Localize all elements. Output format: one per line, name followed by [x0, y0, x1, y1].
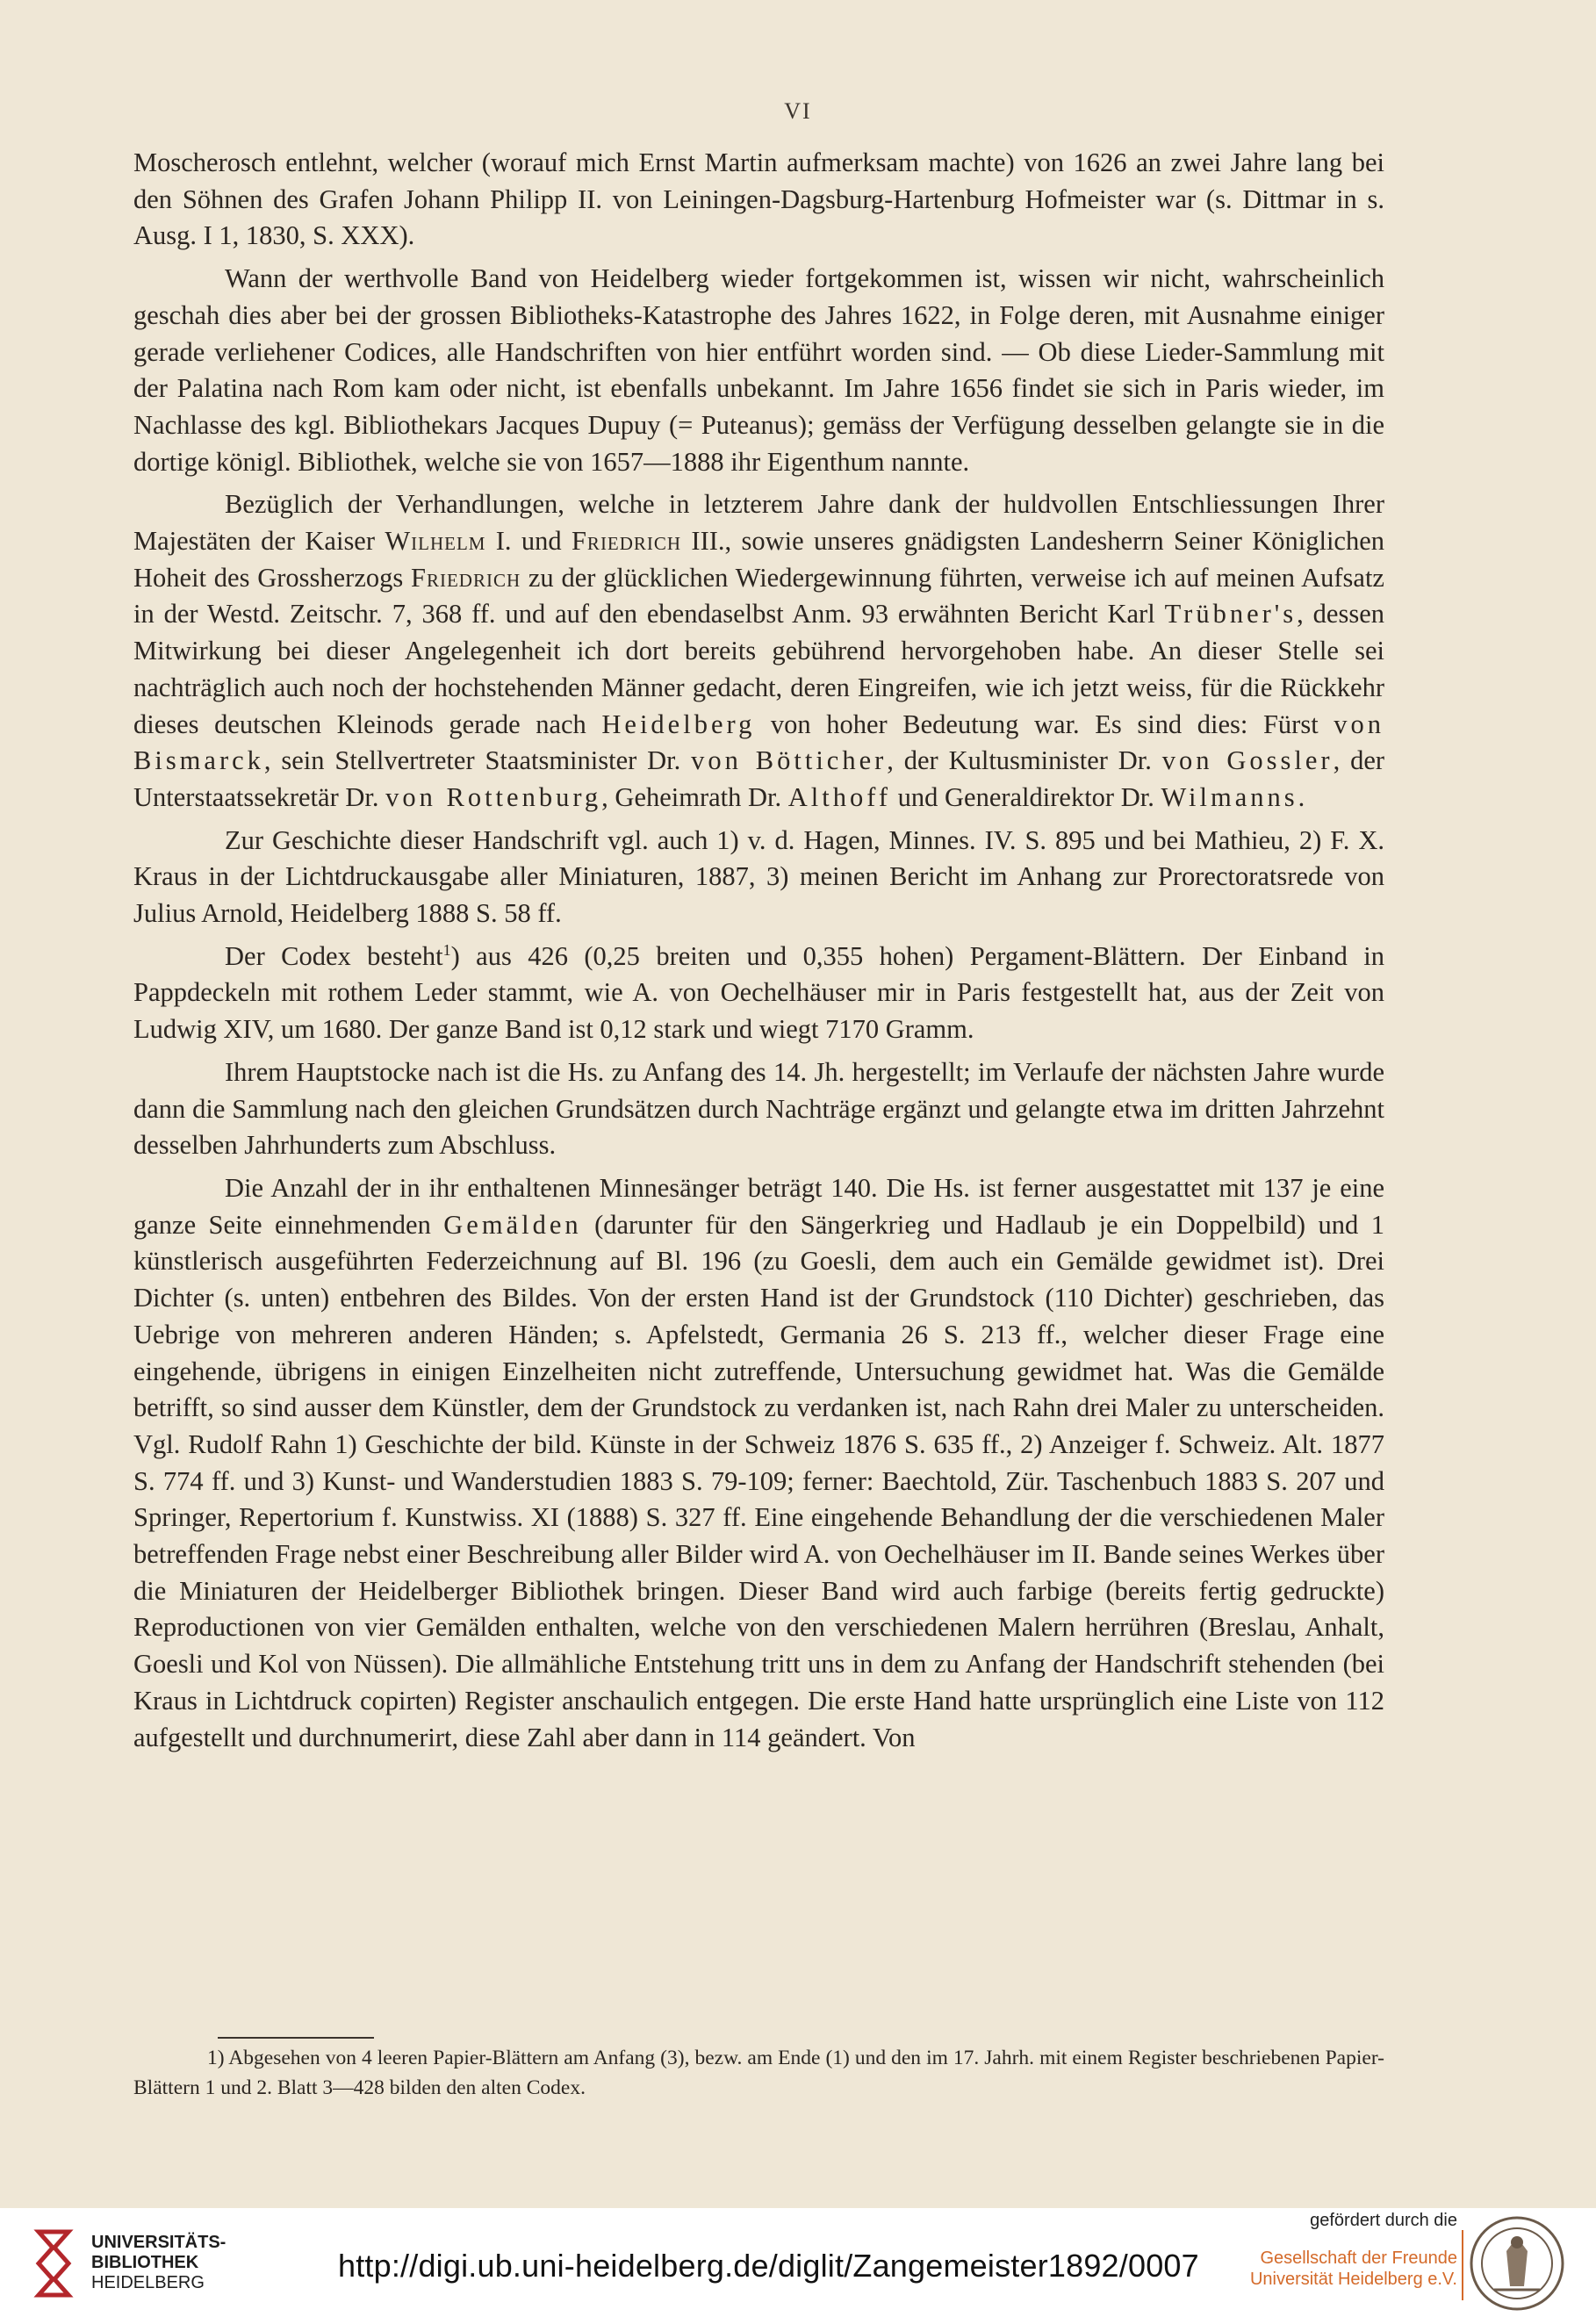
page-number: VI: [784, 98, 812, 124]
place-heidelberg: Heidelberg: [601, 709, 756, 739]
text-run: (darunter für den Sängerkrieg und Hadlaub je ein Doppelbild) und 1 künstlerisch ausgeführten Federzeichnung auf Bl. 196 (zu Goesli, dem auch ein Gemälde gewidmet ist). Drei Dichter (s. unten) entbehren des Bildes. Von der ersten Hand ist der Grundstock (110 Dichter) geschrieben, das Uebrige von mehreren anderen Händen; s. Apfelstedt, Germania 26 S. 213 ff., welcher dieser Frage eine eingehende, übrigens in einigen Einzelheiten nicht zutreffende, Untersuchung gewidmet hat. Was die Gemälde betrifft, so sind ausser dem Künstler, dem der Grundstock zu verdanken ist, nach Rahn drei Maler zu unterscheiden. Vgl. Rudolf Rahn 1) Geschichte der bild. Künste in der Schweiz 1876 S. 635 ff., 2) Anzeiger f. Schweiz. Alt. 1877 S. 774 ff. und 3) Kunst- und Wanderstudien 1883 S. 79-109; ferner: Baechtold, Zür. Taschenbuch 1883 S. 207 und Springer, Repertorium f. Kunstwiss. XI (1888) S. 327 ff. Eine eingehende Behandlung der die verschiedenen Maler betreffenden Frage nebst einer Beschreibung aller Bilder wird A. von Oechelhäuser im II. Bande seines Werkes über die Miniaturen der Heidelberger Bibliothek bringen. Dieser Band wird auch farbige (bereits fertig gedruckte) Reproductionen von vier Gemälden enthalten, welche von den verschiedenen Malern herrühren (Breslau, Anhalt, Goesli und Kol von Nüssen). Die allmähliche Entstehung tritt uns in dem zu Anfang der Handschrift stehenden (bei Kraus in Lichtdruck copirten) Register anschaulich entgegen. Die erste Hand hatte ursprünglich eine Liste von 112 aufgestellt und durchnumerirt, diese Zahl aber dann in 114 geändert. Von: [133, 1209, 1384, 1752]
text-run: III., sowie unseres gnädigsten Landesherrn Seiner Königlichen Hoheit des Grossherzogs: [133, 526, 1384, 593]
term-gemaelden: Gemälden: [443, 1209, 582, 1240]
name-boetticher: von Bötticher: [691, 745, 888, 776]
name-bismarck: von Bismarck: [133, 709, 1384, 776]
sponsor-name-line-2: Universität Heidelberg e.V.: [1249, 2270, 1457, 2289]
body-text: [133, 145, 1384, 1762]
text-run: und Generaldirektor Dr.: [891, 781, 1161, 812]
sponsor-name-line-1: Gesellschaft der Freunde: [1260, 2248, 1457, 2268]
sponsor-caption: gefördert durch die: [1310, 2211, 1457, 2230]
library-name[interactable]: [91, 2233, 226, 2293]
name-rottenburg: von Rottenburg: [385, 781, 602, 812]
text-run: Der Codex besteht: [225, 940, 443, 971]
paragraph-3: [133, 486, 1384, 816]
text-run: Bezüglich der Verhandlungen, welche in letzterem Jahre dank der huldvollen Entschliessungen Ihrer Majestäten der Kaiser: [133, 489, 1384, 557]
footnotes: [133, 2043, 1384, 2103]
name-althoff: Althoff: [787, 781, 892, 812]
text-run: , sein Stellvertreter Staatsminister Dr.: [263, 745, 692, 776]
paragraph-6: Ihrem Hauptstocke nach ist die Hs. zu Anfang des 14. Jh. hergestellt; im Verlaufe der nächsten Jahre wurde dann die Sammlung nach den gleichen Grundsätzen durch Nachträge ergänzt und gelangte etwa im dritten Jahrzehnt desselben Jahrhunderts zum Abschluss.: [133, 1056, 1384, 1161]
university-seal-icon: [1468, 2214, 1566, 2313]
paragraph-5: [133, 939, 1384, 1048]
library-name-line-1: UNIVERSITÄTS-: [91, 2233, 226, 2252]
text-run: zu der glücklichen Wiedergewinnung führten, verweise ich auf meinen Aufsatz in der Westd. Zeitschr. 7, 368 ff. und auf den ebendaselbst Anm. 93 erwähnten Bericht Karl: [133, 562, 1384, 630]
text-run: , der Kultusminister Dr.: [887, 745, 1162, 776]
text-run: I. und: [485, 526, 572, 557]
text-run: , Geheimrath Dr.: [601, 781, 788, 812]
name-grossherzog-friedrich: Friedrich: [410, 562, 521, 593]
text-run: von hoher Bedeutung war. Es sind dies: Fürst: [755, 709, 1334, 739]
footnote-divider: [218, 2037, 374, 2039]
library-name-line-2: BIBLIOTHEK: [91, 2253, 199, 2272]
name-gossler: von Gossler: [1161, 745, 1334, 776]
name-truebner: Trübner's: [1164, 599, 1298, 630]
text-run: ) aus 426 (0,25 breiten und 0,355 hohen) Pergament-Blättern. Der Einband in Pappdeckeln mit rothem Leder stammt, wie A. von Oechelhäuser mir in Paris festgestellt hat, aus der Zeit von Ludwig XIV, um 1680. Der ganze Band ist 0,12 stark und wiegt 7170 Gramm.: [133, 940, 1384, 1045]
university-library-logo-icon[interactable]: [33, 2228, 74, 2299]
text-run: , dessen Mitwirkung bei dieser Angelegenheit ich dort bereits gebührend hervorgehoben habe. An dieser Stelle sei nachträglich auch noch der hochstehenden Männer gedacht, deren Eingreifen, wie ich jetzt weiss, für die Rückkehr dieses deutschen Kleinods gerade nach: [133, 599, 1384, 739]
paragraph-4: Zur Geschichte dieser Handschrift vgl. auch 1) v. d. Hagen, Minnes. IV. S. 895 und bei Mathieu, 2) F. X. Kraus in der Lichtdruckausgabe aller Miniaturen, 1887, 3) meinen Bericht im Anhang zur Prorectoratsrede von Julius Arnold, Heidelberg 1888 S. 58 ff.: [133, 824, 1384, 929]
paragraph-2: Wann der werthvolle Band von Heidelberg wieder fortgekommen ist, wissen wir nicht, wahrscheinlich geschah dies aber bei der grossen Bibliotheks-Katastrophe des Jahres 1622, in Folge deren, mit Ausnahme einiger gerade verliehener Codices, alle Handschriften von hier entführt worden sind. — Ob diese Lieder-Sammlung mit der Palatina nach Rom kam oder nicht, ist ebenfalls unbekannt. Im Jahre 1656 findet sie sich in Paris wieder, im Nachlasse des kgl. Bibliothekars Jacques Dupuy (= Puteanus); gemäss der Verfügung desselben gelangte sie in die dortige königl. Bibliothek, welche sie von 1657—1888 ihr Eigenthum nannte.: [133, 263, 1384, 477]
text-run: , der Unterstaatssekretär Dr.: [133, 745, 1385, 812]
name-wilmanns: Wilmanns: [1161, 781, 1298, 812]
paragraph-7: [133, 1170, 1384, 1756]
footnote-marker: 1: [442, 940, 451, 959]
footnote-1: 1) Abgesehen von 4 leeren Papier-Blättern am Anfang (3), bezw. am Ende (1) und den im 17. Jahrh. mit einem Register beschriebenen Papier-Blättern 1 und 2. Blatt 3—428 bilden den alten Codex.: [133, 2047, 1384, 2099]
name-friedrich: Friedrich: [571, 526, 682, 557]
paragraph-1: Moscherosch entlehnt, welcher (worauf mich Ernst Martin aufmerksam machte) von 1626 an zwei Jahre lang bei den Söhnen des Grafen Johann Philipp II. von Leiningen-Dagsburg-Hartenburg Hofmeister war (s. Dittmar in s. Ausg. I 1, 1830, S. XXX).: [133, 147, 1384, 251]
name-kaiser-wilhelm: Wilhelm: [385, 526, 486, 557]
library-name-line-3: HEIDELBERG: [91, 2273, 205, 2292]
sponsor-divider: [1462, 2230, 1463, 2300]
text-run: Die Anzahl der in ihr enthaltenen Minnesänger beträgt 140. Die Hs. ist ferner ausgestattet mit 137 je eine ganze Seite einnehmenden: [133, 1172, 1384, 1240]
permalink-url[interactable]: http://digi.ub.uni-heidelberg.de/diglit/Zangemeister1892/0007: [338, 2248, 1199, 2284]
text-run: .: [1298, 781, 1305, 812]
sponsor-name[interactable]: [1211, 2248, 1457, 2290]
